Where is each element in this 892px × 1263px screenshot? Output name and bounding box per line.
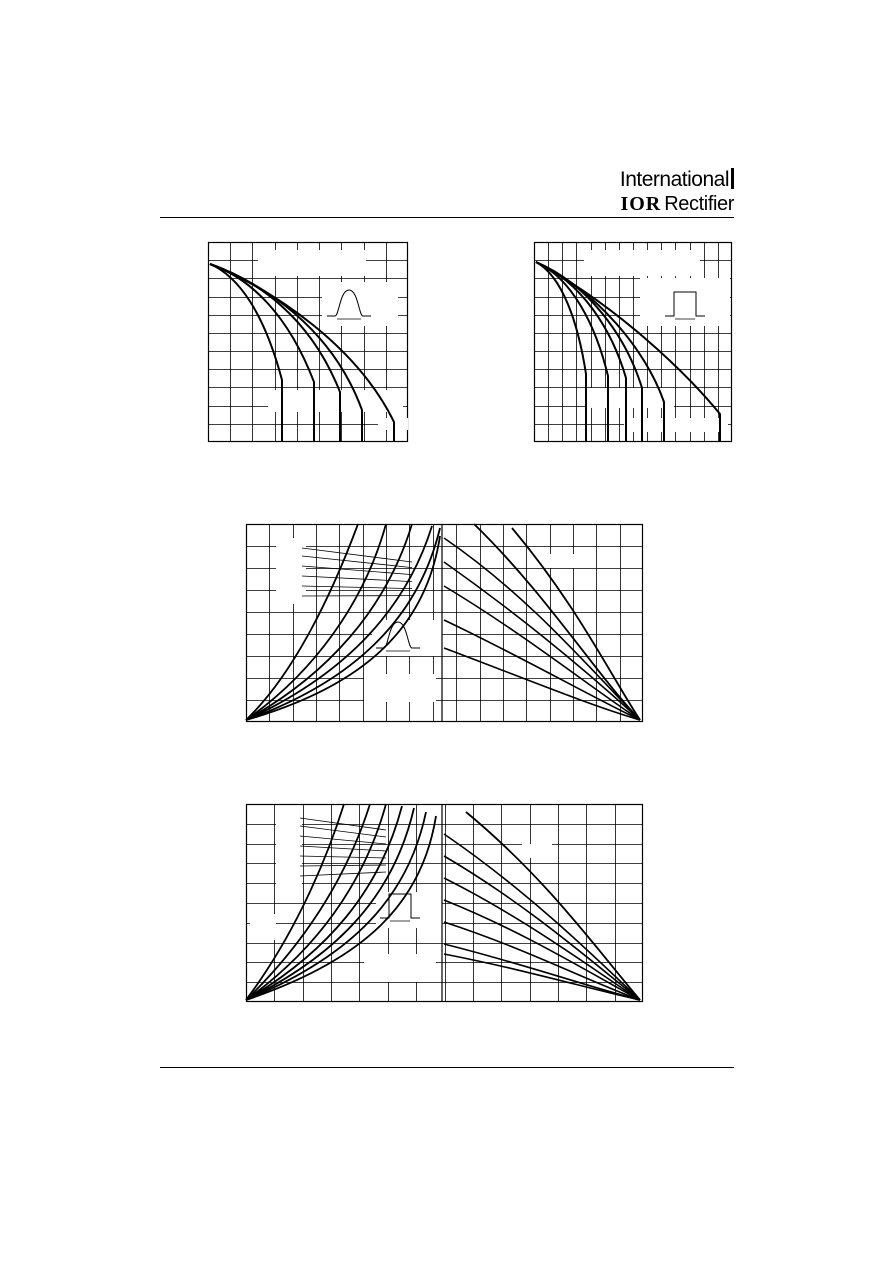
brand-bar-icon: [731, 168, 734, 189]
leader-line: [300, 856, 386, 858]
label-whiteout: [322, 282, 398, 326]
series-curve: [466, 812, 640, 1000]
label-whiteout: [546, 554, 576, 568]
label-whiteout: [522, 844, 552, 858]
chart-lower-dual: [246, 804, 643, 1002]
label-whiteout: [364, 674, 436, 702]
label-whiteout: [364, 954, 436, 982]
series-curve: [210, 264, 340, 442]
series-curve: [210, 264, 282, 442]
series-curve: [444, 648, 640, 720]
label-whiteout: [276, 810, 302, 886]
leader-line: [300, 865, 386, 866]
chart-middle-dual: [246, 524, 643, 722]
leader-line: [302, 576, 412, 582]
leader-line: [300, 818, 386, 830]
series-curve: [444, 586, 640, 720]
leader-line: [302, 548, 412, 562]
label-whiteout: [584, 250, 700, 276]
label-whiteout: [276, 538, 306, 604]
leader-line: [300, 826, 386, 837]
label-whiteout: [372, 620, 442, 656]
brand-line-1: International: [620, 168, 734, 190]
leader-line: [300, 846, 386, 851]
chart-upper-right: [534, 242, 732, 442]
footer-rule: [160, 1067, 734, 1068]
leader-line: [302, 586, 412, 589]
label-whiteout: [258, 250, 366, 276]
label-whiteout: [376, 892, 442, 928]
label-whiteout: [250, 914, 276, 940]
brand-logo: [620, 168, 734, 214]
leader-line: [300, 872, 386, 876]
label-whiteout: [624, 418, 728, 432]
brand-line-2: IOR Rectifier: [620, 193, 734, 215]
series-curve: [536, 262, 608, 442]
chart-upper-left: [208, 242, 408, 442]
series-curve: [444, 562, 640, 720]
ior-logo-icon: IOR: [620, 193, 662, 215]
header-rule: [160, 217, 734, 218]
series-curve: [246, 804, 370, 1000]
